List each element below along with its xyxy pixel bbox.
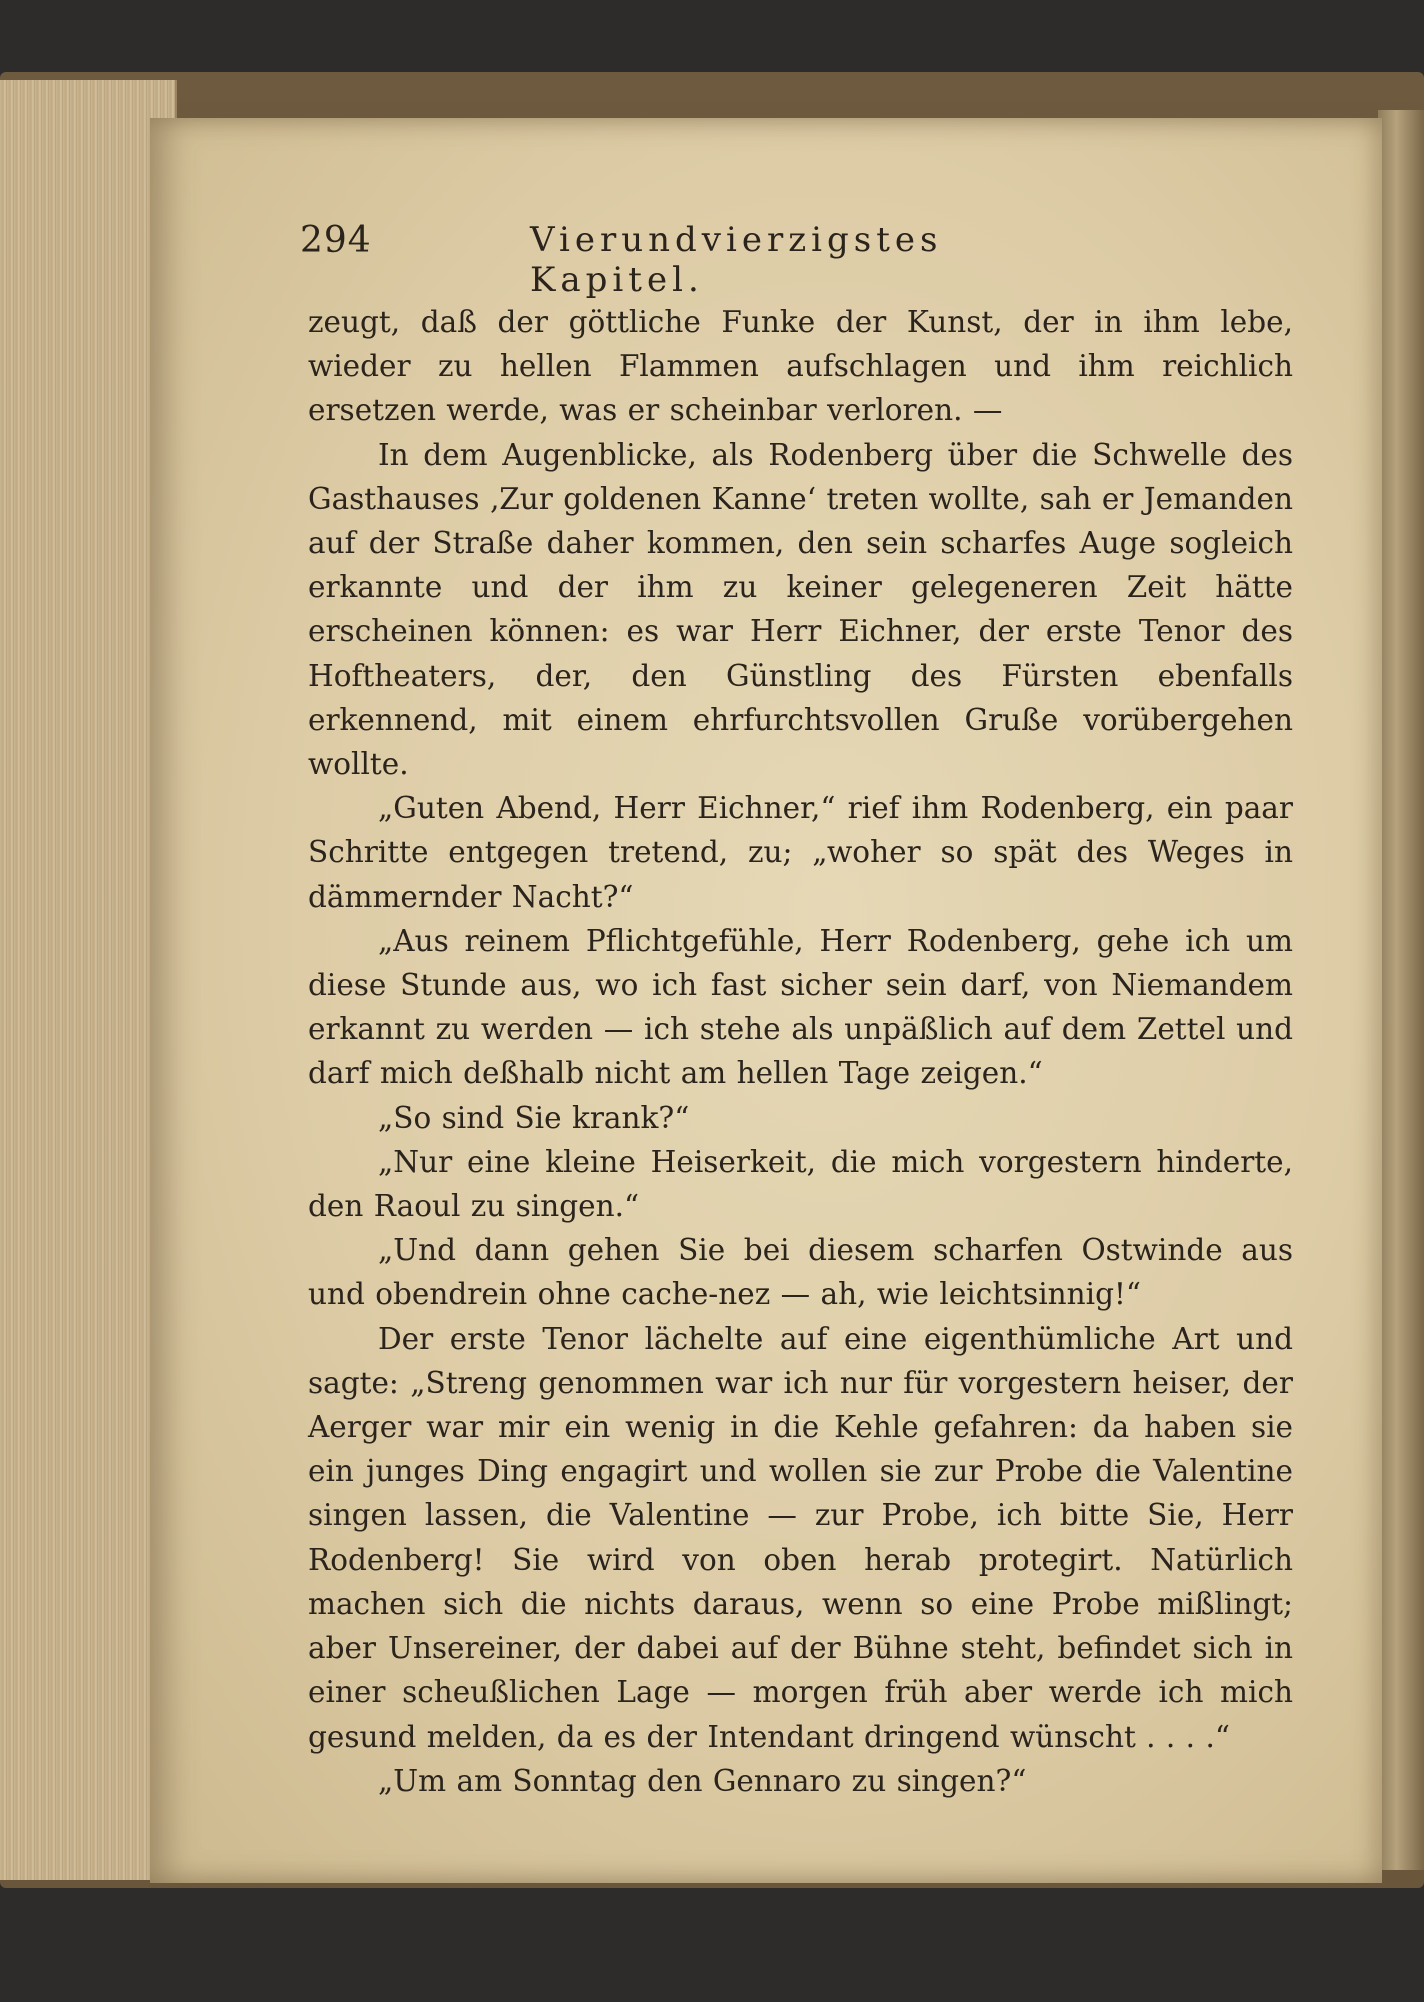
paragraph-3: „Guten Abend, Herr Eichner,“ rief ihm Rodenberg, ein paar Schritte entgegen tretend, zu; „woher so spät des Weges in dämmernder Nacht?“ xyxy=(308,791,1293,914)
paragraph-1: zeugt, daß der göttliche Funke der Kunst, der in ihm lebe, wieder zu hellen Flammen aufschlagen und ihm reichlich ersetzen werde, was er scheinbar verloren. — xyxy=(308,305,1293,428)
paragraph-5: „So sind Sie krank?“ xyxy=(378,1100,690,1135)
right-page-edge xyxy=(1378,110,1424,1870)
page-number: 294 xyxy=(300,220,372,261)
paragraph-8: Der erste Tenor lächelte auf eine eigenthümliche Art und sagte: „Streng genommen war ich nur für vorgestern heiser, der Aerger war mir ein wenig in die Kehle gefahren: da haben sie ein junges Ding engagirt und wollen sie zur Probe die Valentine singen lassen, die Valentine — zur Probe, ich bitte Sie, Herr Rodenberg! Sie wird von oben herab protegirt. Natürlich machen sich die nichts daraus, wenn so eine Probe mißlingt; aber Unsereiner, der dabei auf der Bühne steht, befindet sich in einer scheußlichen Lage — morgen früh aber werde ich mich gesund melden, da es der Intendant dringend wünscht . . . .“ xyxy=(308,1321,1293,1754)
chapter-title: Vierundvierzigstes Kapitel. xyxy=(530,220,943,300)
paragraph-7: „Und dann gehen Sie bei diesem scharfen Ostwinde aus und obendrein ohne cache-nez — ah, wie leichtsinnig!“ xyxy=(308,1233,1293,1312)
paragraph-9: „Um am Sonntag den Gennaro zu singen?“ xyxy=(378,1763,1027,1798)
running-head xyxy=(300,220,1060,300)
paragraph-2: In dem Augenblicke, als Rodenberg über die Schwelle des Gasthauses ‚Zur goldenen Kanne‘ treten wollte, sah er Jemanden auf der Straße daher kommen, den sein scharfes Auge sogleich erkannte und der ihm zu keiner gelegeneren Zeit hätte erscheinen können: es war Herr Eichner, der erste Tenor des Hoftheaters, der, den Günstling des Fürsten ebenfalls erkennend, mit einem ehrfurchtsvollen Gruße vorübergehen wollte. xyxy=(308,437,1293,782)
paragraph-6: „Nur eine kleine Heiserkeit, die mich vorgestern hinderte, den Raoul zu singen.“ xyxy=(308,1144,1293,1224)
body-text xyxy=(308,300,1293,1803)
paragraph-4: „Aus reinem Pflichtgefühle, Herr Rodenberg, gehe ich um diese Stunde aus, wo ich fast sicher sein darf, von Niemandem erkannt zu werden — ich stehe als unpäßlich auf dem Zettel und darf mich deßhalb nicht am hellen Tage zeigen.“ xyxy=(308,923,1293,1091)
